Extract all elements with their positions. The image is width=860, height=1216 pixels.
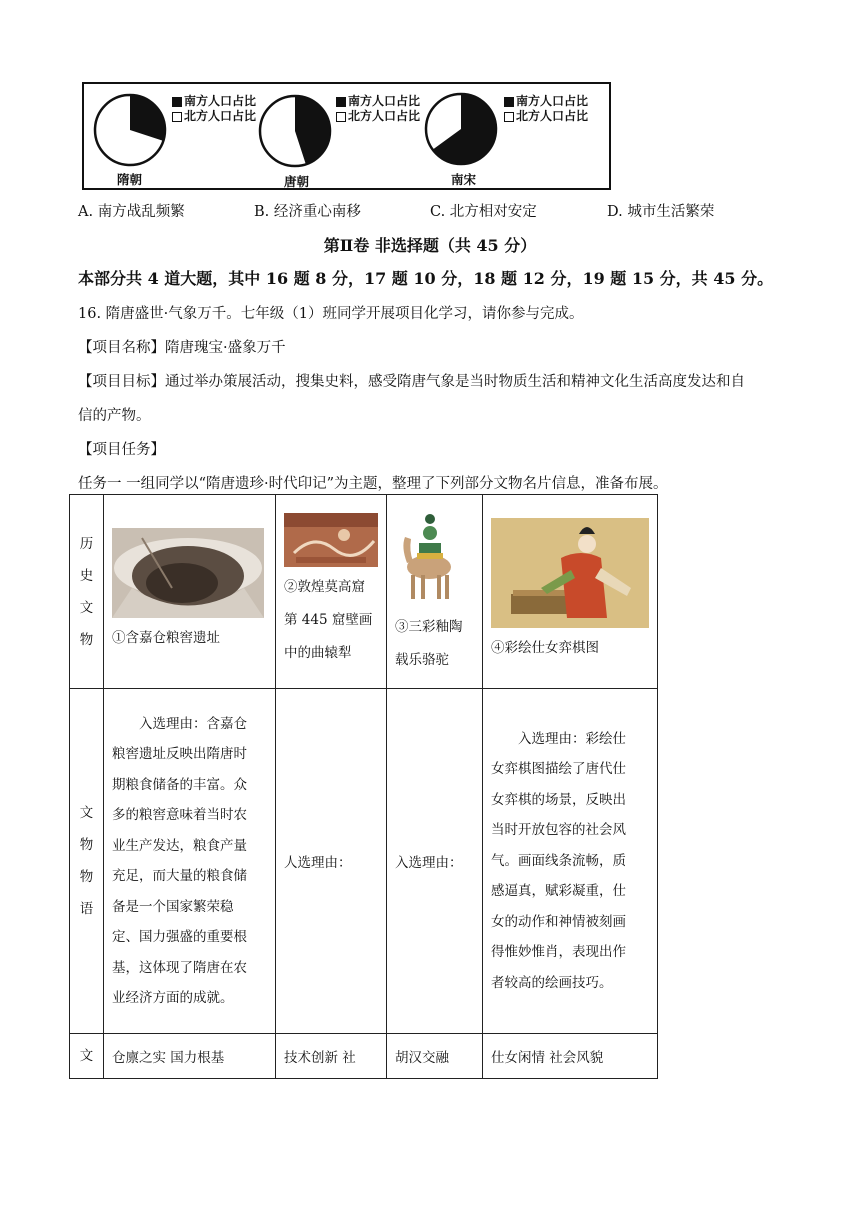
artifact-cell-granary <box>104 495 276 689</box>
row-label-char: 文 <box>79 805 94 821</box>
story-line: 气。画面线条流畅，质 <box>491 852 626 869</box>
legend-swatch-south <box>504 97 514 107</box>
story-line: 入选理由：含嘉仓 <box>139 715 247 732</box>
story-line: 充足，而大量的粮食储 <box>112 868 247 884</box>
legend-southern-song <box>504 94 588 124</box>
story-line: 备是一个国家繁荣稳 <box>112 898 234 915</box>
story-line: 女的动作和神情被刻画 <box>491 913 626 930</box>
legend-swatch-north <box>336 112 346 122</box>
painting-photo <box>491 518 649 628</box>
row-label-themes: 文 <box>70 1034 104 1079</box>
legend-label-south: 南方人口占比 <box>516 94 589 108</box>
pie-caption-sui: 隋朝 <box>117 172 143 187</box>
row-label-char: 文 <box>79 599 94 616</box>
story-line: 定、国力强盛的重要根 <box>112 929 247 945</box>
answer-options <box>78 200 798 221</box>
project-goal-line-2: 信的产物。 <box>78 408 151 424</box>
artifact-caption-mural-3: 中的曲辕犁 <box>284 645 352 661</box>
story-line: 粮窖遗址反映出隋唐时 <box>112 746 247 762</box>
legend-tang <box>336 94 420 124</box>
artifact-caption-painting: ④彩绘仕女弈棋图 <box>491 640 599 656</box>
story-line: 多的粮窖意味着当时农 <box>112 807 247 823</box>
story-line: 入选理由： <box>395 855 463 871</box>
camel-figurine-photo <box>395 507 455 607</box>
legend-sui <box>172 94 256 124</box>
legend-swatch-north <box>172 112 182 122</box>
population-pie-charts <box>82 82 611 190</box>
granary-photo <box>112 528 264 618</box>
table-row-themes <box>70 1034 658 1079</box>
pie-caption-southern-song: 南宋 <box>451 172 477 187</box>
story-line: 女弈棋图描绘了唐代仕 <box>491 761 626 778</box>
artifact-cell-mural <box>276 495 387 689</box>
question-16-intro: 16. 隋唐盛世·气象万千。七年级（1）班同学开展项目化学习，请你参与完成。 <box>78 306 584 322</box>
legend-label-north: 北方人口占比 <box>516 109 589 123</box>
legend-label-north: 北方人口占比 <box>184 109 257 123</box>
story-cell-camel <box>387 689 483 1034</box>
artifact-caption-granary: ①含嘉仓粮窖遗址 <box>112 630 220 646</box>
story-cell-painting <box>483 689 658 1034</box>
table-row-artifacts <box>70 495 658 689</box>
legend-swatch-north <box>504 112 514 122</box>
story-cell-granary <box>104 689 276 1034</box>
artifact-cell-camel <box>387 495 483 689</box>
artifact-table <box>69 494 658 1079</box>
option-d: D. 城市生活繁荣 <box>607 204 715 220</box>
section-title: 第Ⅱ卷 非选择题（共 45 分） <box>323 236 537 255</box>
story-line: 人选理由： <box>284 855 352 871</box>
theme-cell-mural: 技术创新 社 <box>276 1034 387 1079</box>
option-c: C. 北方相对安定 <box>430 204 537 220</box>
project-task-heading: 【项目任务】 <box>78 442 165 458</box>
mural-photo <box>284 513 378 567</box>
story-line: 得惟妙惟肖，表现出作 <box>491 944 626 961</box>
project-name: 【项目名称】隋唐瑰宝·盛象万千 <box>78 340 286 356</box>
story-line: 基，这体现了隋唐在农 <box>112 959 247 976</box>
story-line: 女弈棋的场景，反映出 <box>491 791 626 808</box>
theme-cell-painting: 仕女闲情 社会风貌 <box>483 1034 658 1079</box>
legend-label-south: 南方人口占比 <box>184 94 257 108</box>
option-b: B. 经济重心南移 <box>254 204 361 220</box>
story-cell-mural <box>276 689 387 1034</box>
artifact-caption-mural-2: 第 445 窟壁画 <box>284 612 373 628</box>
artifact-caption-mural-1: ②敦煌莫高窟 <box>284 579 365 595</box>
table-row-stories <box>70 689 658 1034</box>
row-label-char: 物 <box>79 869 94 885</box>
artifact-caption-camel-2: 载乐骆驼 <box>395 651 449 668</box>
story-line: 感逼真，赋彩凝重，仕 <box>491 883 626 900</box>
row-label-artifacts <box>70 495 104 689</box>
legend-label-south: 南方人口占比 <box>348 94 421 108</box>
row-label-stories <box>70 689 104 1034</box>
story-line: 当时开放包容的社会风 <box>491 822 626 839</box>
row-label-char: 物 <box>79 631 94 648</box>
row-label-char: 语 <box>79 901 94 917</box>
story-line: 期粮食储备的丰富。众 <box>112 776 247 793</box>
story-line: 入选理由：彩绘仕 <box>518 730 626 747</box>
artifact-cell-painting <box>483 495 658 689</box>
theme-cell-granary: 仓廪之实 国力根基 <box>104 1034 276 1079</box>
pie-caption-tang: 唐朝 <box>284 174 310 189</box>
legend-swatch-south <box>336 97 346 107</box>
theme-cell-camel: 胡汉交融 <box>387 1034 483 1079</box>
row-label-char: 物 <box>79 837 94 853</box>
task-one: 任务一 一组同学以“隋唐遗珍·时代印记”为主题，整理了下列部分文物名片信息，准备布展。 <box>78 476 668 492</box>
project-goal-line-1: 【项目目标】通过举办策展活动，搜集史料，感受隋唐气象是当时物质生活和精神文化生活高度发达和自 <box>78 374 745 390</box>
row-label-char: 历 <box>79 535 94 552</box>
story-line: 业生产发达，粮食产量 <box>112 837 247 854</box>
story-line: 者较高的绘画技巧。 <box>491 974 613 991</box>
legend-label-north: 北方人口占比 <box>348 109 421 123</box>
section-note: 本部分共 4 道大题，其中 16 题 8 分，17 题 10 分，18 题 12 分，19 题 15 分，共 45 分。 <box>78 269 774 288</box>
story-line: 业经济方面的成就。 <box>112 990 234 1006</box>
row-label-char: 史 <box>79 567 94 584</box>
artifact-caption-camel-1: ③三彩釉陶 <box>395 618 463 635</box>
option-a: A. 南方战乱频繁 <box>78 204 185 220</box>
legend-swatch-south <box>172 97 182 107</box>
